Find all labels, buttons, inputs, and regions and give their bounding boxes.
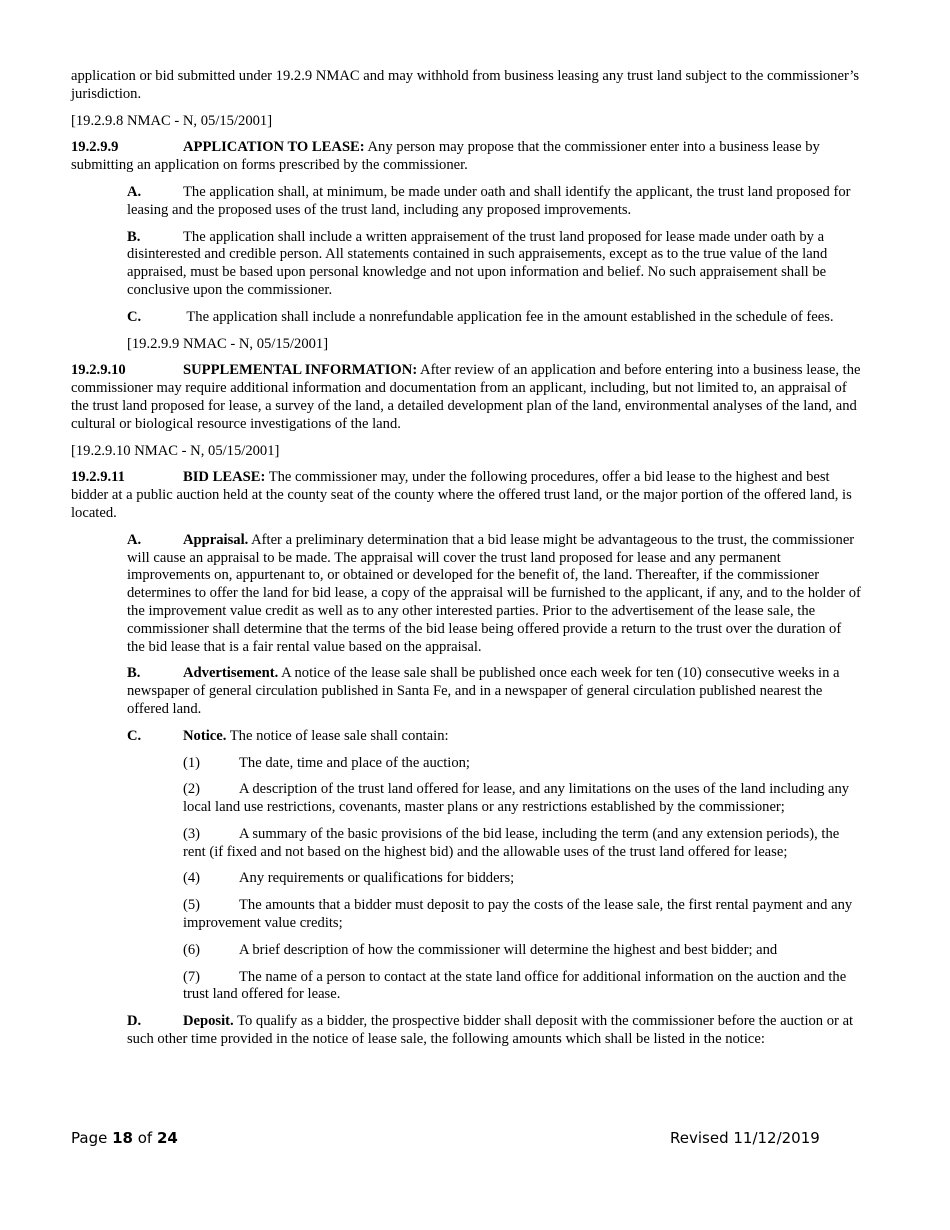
subsection-text: After a preliminary determination that a bid lease might be advantageous to the trust, the commissioner will cause an appraisal to be made. The appraisal will cover the trust land proposed for lease and any permanent improvements on, appurtenant to, or obtained or developed for the benefit of, the land. Thereafter, if the commissioner determines to offer the land for bid lease, a copy of the appraisal will be furnished to the applicant, if any, and to the holder of the improvement value credit as well as to any other interested parties. Prior to the advertisement of the lease sale, the commissioner shall determine that the terms of the bid lease being offered provide a return to the trust over the duration of the bid lease that is a fair rental value based on the appraisal. xyxy=(127,531,861,655)
subsection-label: C. xyxy=(127,308,142,325)
item-number: (4) xyxy=(183,870,201,887)
revised-date: Revised 11/12/2019 xyxy=(670,1129,820,1147)
section-number: 19.2.9.10 xyxy=(71,362,126,379)
item-number: (5) xyxy=(183,897,201,914)
subsection-text: The application shall include a written appraisement of the trust land proposed for lease made under oath by a disinterested and credible person. All statements contained in such appraisements, except as to the true value of the land appraised, must be based upon personal knowledge and not upon information and belief. No such appraisement shall be conclusive upon the commissioner. xyxy=(127,228,828,298)
subsection-text: A notice of the lease sale shall be published once each week for ten (10) consecutive weeks in a newspaper of general circulation published in Santa Fe, and in a newspaper of general circulation published nearest the offered land. xyxy=(127,665,840,717)
item-text: A description of the trust land offered for lease, and any limitations on the uses of the land including any local land use restrictions, covenants, master plans or any restrictions established by the commissioner; xyxy=(183,781,850,816)
item-text: The name of a person to contact at the state land office for additional information on the auction and the trust land offered for lease. xyxy=(183,968,847,1003)
item-text: The date, time and place of the auction; xyxy=(239,754,470,771)
subsection-11-c xyxy=(127,728,861,746)
item-text: The amounts that a bidder must deposit to pay the costs of the lease sale, the first rental payment and any improvement value credits; xyxy=(183,897,853,932)
notice-item-6 xyxy=(183,942,861,960)
history-note-8: [19.2.9.8 NMAC - N, 05/15/2001] xyxy=(71,112,273,129)
item-number: (6) xyxy=(183,941,201,958)
subsection-9-c xyxy=(127,309,861,327)
intro-paragraph: application or bid submitted under 19.2.9 NMAC and may withhold from business leasing any trust land subject to the commissioner’s jurisdiction. xyxy=(71,68,860,102)
section-title: APPLICATION TO LEASE: xyxy=(183,139,365,156)
subsection-label: A. xyxy=(127,531,142,548)
section-19-2-9-9 xyxy=(71,139,861,175)
item-number: (7) xyxy=(183,968,201,985)
subsection-label: D. xyxy=(127,1013,142,1030)
page-total: 24 xyxy=(156,1129,178,1147)
page-indicator xyxy=(71,1130,178,1148)
subsection-label: B. xyxy=(127,228,141,245)
section-number: 19.2.9.11 xyxy=(71,469,125,486)
history-note-9: [19.2.9.9 NMAC - N, 05/15/2001] xyxy=(127,335,329,352)
item-text: A summary of the basic provisions of the bid lease, including the term (and any extension periods), the rent (if fixed and not based on the highest bid) and the allowable uses of the trust land offered for lease; xyxy=(183,825,840,860)
item-number: (1) xyxy=(183,754,201,771)
subsection-9-b xyxy=(127,229,861,300)
notice-item-7 xyxy=(183,969,861,1005)
notice-item-3 xyxy=(183,826,861,862)
section-19-2-9-10 xyxy=(71,362,861,433)
notice-item-1 xyxy=(183,755,861,773)
subsection-text: The application shall, at minimum, be made under oath and shall identify the applicant, the trust land proposed for leasing and the proposed uses of the trust land, including any proposed improvements. xyxy=(127,183,851,218)
notice-item-4 xyxy=(183,870,861,888)
subsection-9-a xyxy=(127,184,861,220)
section-title: SUPPLEMENTAL INFORMATION: xyxy=(183,362,418,379)
history-note-10: [19.2.9.10 NMAC - N, 05/15/2001] xyxy=(71,442,280,459)
section-number: 19.2.9.9 xyxy=(71,139,119,156)
item-number: (2) xyxy=(183,781,201,798)
section-text: The commissioner may, under the following procedures, offer a bid lease to the highest and best bidder at a public auction held at the county seat of the county where the offered trust land, or the major portion of the offered land, is located. xyxy=(71,469,852,521)
subsection-11-a xyxy=(127,532,861,657)
item-number: (3) xyxy=(183,825,201,842)
subsection-11-b xyxy=(127,665,861,718)
section-title: BID LEASE: xyxy=(183,469,266,486)
page-number: 18 xyxy=(112,1129,133,1147)
page-word: Page xyxy=(71,1129,113,1147)
section-text: Any person may propose that the commissioner enter into a business lease by submitting an application on forms prescribed by the commissioner. xyxy=(71,139,820,174)
subsection-text: To qualify as a bidder, the prospective bidder shall deposit with the commissioner before the auction or at such other time provided in the notice of lease sale, the following amounts which shall be listed in the notice: xyxy=(127,1013,854,1048)
notice-item-2 xyxy=(183,781,861,817)
subsection-label: B. xyxy=(127,665,141,682)
item-text: Any requirements or qualifications for bidders; xyxy=(239,870,515,887)
subsection-11-d xyxy=(127,1013,861,1049)
subsection-title: Deposit. xyxy=(183,1013,234,1030)
subsection-label: A. xyxy=(127,183,142,200)
subsection-text: The notice of lease sale shall contain: xyxy=(226,727,449,744)
subsection-title: Notice. xyxy=(183,727,227,744)
subsection-title: Appraisal. xyxy=(183,531,249,548)
subsection-text: The application shall include a nonrefundable application fee in the amount established in the schedule of fees. xyxy=(183,308,834,325)
subsection-label: C. xyxy=(127,727,142,744)
item-text: A brief description of how the commissioner will determine the highest and best bidder; and xyxy=(239,941,778,958)
section-19-2-9-11 xyxy=(71,469,861,522)
section-text: After review of an application and before entering into a business lease, the commissioner may require additional information and documentation from an applicant, including, but not limited to, an appraisal of the trust land proposed for lease, a survey of the land, a detailed development plan of the land, environmental analyses of the land, and cultural or biological resource investigations of the land. xyxy=(71,362,861,432)
notice-item-5 xyxy=(183,897,861,933)
subsection-title: Advertisement. xyxy=(183,665,279,682)
of-word: of xyxy=(132,1129,157,1147)
document-page xyxy=(71,68,861,1058)
